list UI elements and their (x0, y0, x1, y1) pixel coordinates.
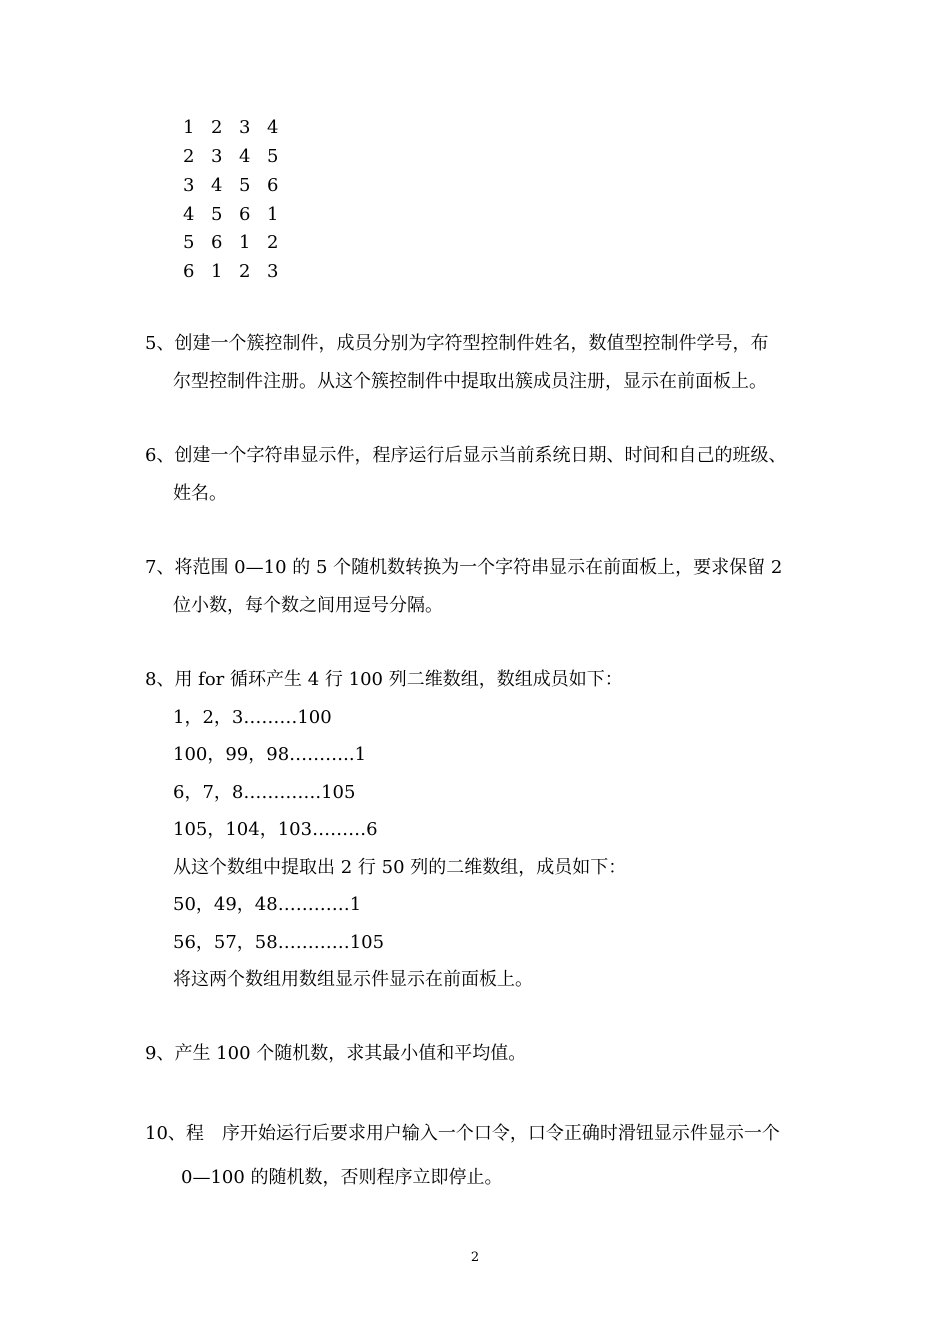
grid-cell: 4 (183, 204, 195, 225)
grid-cell: 6 (183, 261, 195, 282)
q8-array-row: 1，2，3………100 (173, 707, 332, 728)
grid-cell: 3 (239, 117, 251, 138)
grid-cell: 3 (211, 146, 223, 167)
grid-cell: 1 (183, 117, 195, 138)
grid-cell: 5 (239, 175, 251, 196)
q8-line-1: 8、用 for 循环产生 4 行 100 列二维数组，数组成员如下： (145, 669, 623, 690)
grid-row (183, 145, 295, 169)
q8-array-row: 100，99，98………..1 (173, 744, 367, 765)
q7-line-2: 位小数，每个数之间用逗号分隔。 (173, 595, 443, 616)
grid-cell: 4 (267, 117, 279, 138)
q9-line-1: 9、产生 100 个随机数，求其最小值和平均值。 (145, 1043, 527, 1064)
q5-line-2: 尔型控制件注册。从这个簇控制件中提取出簇成员注册，显示在前面板上。 (173, 371, 767, 392)
grid-cell: 1 (239, 232, 251, 253)
q5-line-1: 5、创建一个簇控制件，成员分别为字符型控制件姓名，数值型控制件学号，布 (145, 333, 769, 354)
q8-final: 将这两个数组用数组显示件显示在前面板上。 (173, 969, 533, 990)
q8-sub-array-row: 56，57，58…………105 (173, 932, 385, 953)
q10-line-2: 0—100 的随机数，否则程序立即停止。 (181, 1167, 503, 1188)
grid-cell: 1 (267, 204, 279, 225)
q8-sub-instruction: 从这个数组中提取出 2 行 50 列的二维数组，成员如下： (173, 857, 627, 878)
grid-cell: 6 (267, 175, 279, 196)
grid-cell: 4 (239, 146, 251, 167)
grid-cell: 1 (211, 261, 223, 282)
grid-cell: 5 (267, 146, 279, 167)
grid-cell: 2 (239, 261, 251, 282)
grid-cell: 2 (211, 117, 223, 138)
grid-cell: 5 (183, 232, 195, 253)
q8-array-row: 105，104，103………6 (173, 819, 378, 840)
grid-row (183, 231, 295, 255)
grid-cell: 2 (267, 232, 279, 253)
grid-cell: 5 (211, 204, 223, 225)
grid-cell: 6 (211, 232, 223, 253)
grid-cell: 6 (239, 204, 251, 225)
q7-line-1: 7、将范围 0—10 的 5 个随机数转换为一个字符串显示在前面板上，要求保留 2 (145, 557, 783, 578)
q6-line-2: 姓名。 (173, 483, 227, 504)
grid-row (183, 174, 295, 198)
grid-cell: 3 (267, 261, 279, 282)
grid-row (183, 203, 295, 227)
q10-line-1: 10、程 序开始运行后要求用户输入一个口令，口令正确时滑钮显示件显示一个 (145, 1123, 780, 1144)
q8-array-row: 6，7，8………….105 (173, 782, 356, 803)
page-number: 2 (470, 1250, 480, 1265)
q8-sub-array-row: 50，49，48…………1 (173, 894, 362, 915)
grid-cell: 3 (183, 175, 195, 196)
grid-cell: 4 (211, 175, 223, 196)
grid-cell: 2 (183, 146, 195, 167)
grid-row (183, 116, 295, 140)
grid-row (183, 260, 295, 284)
q6-line-1: 6、创建一个字符串显示件，程序运行后显示当前系统日期、时间和自己的班级、 (145, 445, 787, 466)
